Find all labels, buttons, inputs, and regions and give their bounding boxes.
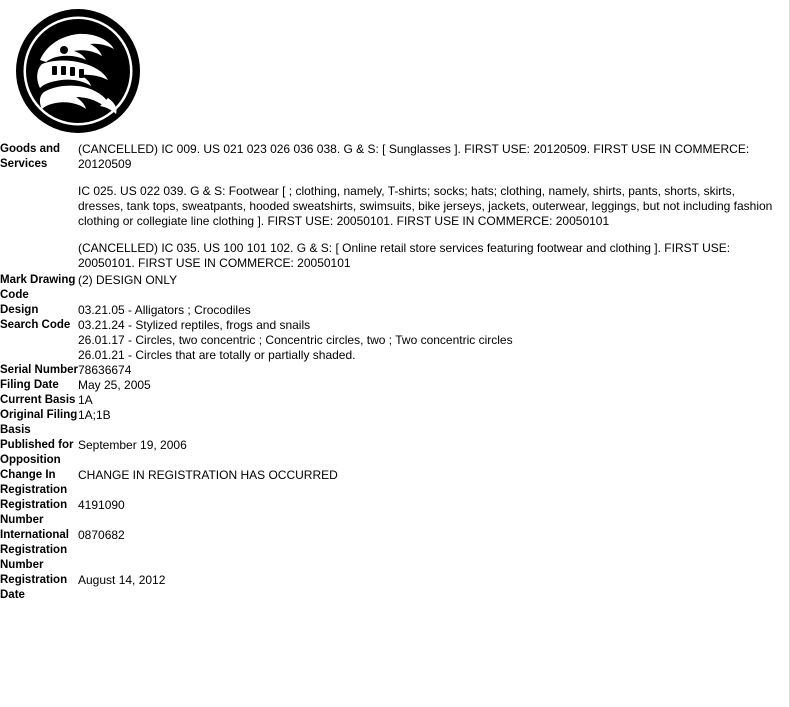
goods-services-paragraph: (CANCELLED) IC 009. US 021 023 026 036 038. G & S: [ Sunglasses ]. FIRST USE: 20120509. FIRST USE IN COMMERCE: 20120509	[78, 142, 750, 171]
table-row-registration-number	[0, 498, 782, 528]
design-code-line: 26.01.17 - Circles, two concentric ; Concentric circles, two ; Two concentric circles	[78, 333, 513, 347]
field-label: Goods and Services	[0, 143, 61, 170]
table-row-change-in-registration	[0, 468, 782, 498]
field-value: May 25, 2005	[78, 378, 151, 392]
goods-services-paragraph: (CANCELLED) IC 035. US 100 101 102. G & S: [ Online retail store services featuring footwear and clothing ]. FIRST USE: 20050101. FIRST USE IN COMMERCE: 20050101	[78, 241, 731, 270]
table-row-goods-and-services	[0, 142, 782, 273]
field-value: September 19, 2006	[78, 438, 187, 452]
trademark-field-table	[0, 142, 782, 603]
field-label: International Registration Number	[0, 529, 70, 571]
field-value: 1A;1B	[78, 408, 111, 422]
field-value: August 14, 2012	[78, 573, 166, 587]
field-label: Published for Opposition	[0, 439, 74, 466]
table-row-current-basis	[0, 393, 782, 408]
field-label: Registration Date	[0, 574, 68, 601]
design-code-line: 03.21.24 - Stylized reptiles, frogs and snails	[78, 318, 311, 332]
field-value	[78, 142, 782, 273]
field-value: 78636674	[78, 363, 132, 377]
field-value: (2) DESIGN ONLY	[78, 273, 178, 287]
field-value: 1A	[78, 393, 93, 407]
field-label: Serial Number	[0, 364, 78, 376]
design-code-line: 26.01.21 - Circles that are totally or partially shaded.	[78, 348, 356, 362]
crocodile-in-circle-icon	[8, 6, 143, 136]
field-label: Filing Date	[0, 379, 59, 391]
table-row-published-for-opposition	[0, 438, 782, 468]
field-label: Current Basis	[0, 394, 76, 406]
design-code-line: 03.21.05 - Alligators ; Crocodiles	[78, 303, 251, 317]
table-row-serial-number	[0, 363, 782, 378]
table-row-registration-date	[0, 573, 782, 603]
field-label: Original Filing Basis	[0, 409, 78, 436]
table-row-original-filing-basis	[0, 408, 782, 438]
table-row-mark-drawing-code	[0, 273, 782, 303]
goods-services-paragraph: IC 025. US 022 039. G & S: Footwear [ ; clothing, namely, T-shirts; socks; hats; clothing, namely, shirts, pants, shorts, skirts, dresses, tank tops, sweatpants, hooded sweatshirts, swimsuits, bike jerseys, jackets, outerwear, leggings, but not including fashion clothing or collegiate line clothing ]. FIRST USE: 20050101. FIRST USE IN COMMERCE: 20050101	[78, 184, 773, 228]
field-label: Mark Drawing Code	[0, 274, 76, 301]
field-value: 0870682	[78, 528, 125, 542]
field-label: Registration Number	[0, 499, 68, 526]
table-row-design-search-code	[0, 303, 782, 363]
mark-drawing-image	[0, 0, 790, 142]
field-value: 4191090	[78, 498, 125, 512]
field-value: CHANGE IN REGISTRATION HAS OCCURRED	[78, 468, 338, 482]
table-row-international-registration-number	[0, 528, 782, 573]
field-label: Change In Registration	[0, 469, 68, 496]
table-row-filing-date	[0, 378, 782, 393]
field-value	[78, 303, 782, 363]
field-label: Design Search Code	[0, 304, 71, 331]
